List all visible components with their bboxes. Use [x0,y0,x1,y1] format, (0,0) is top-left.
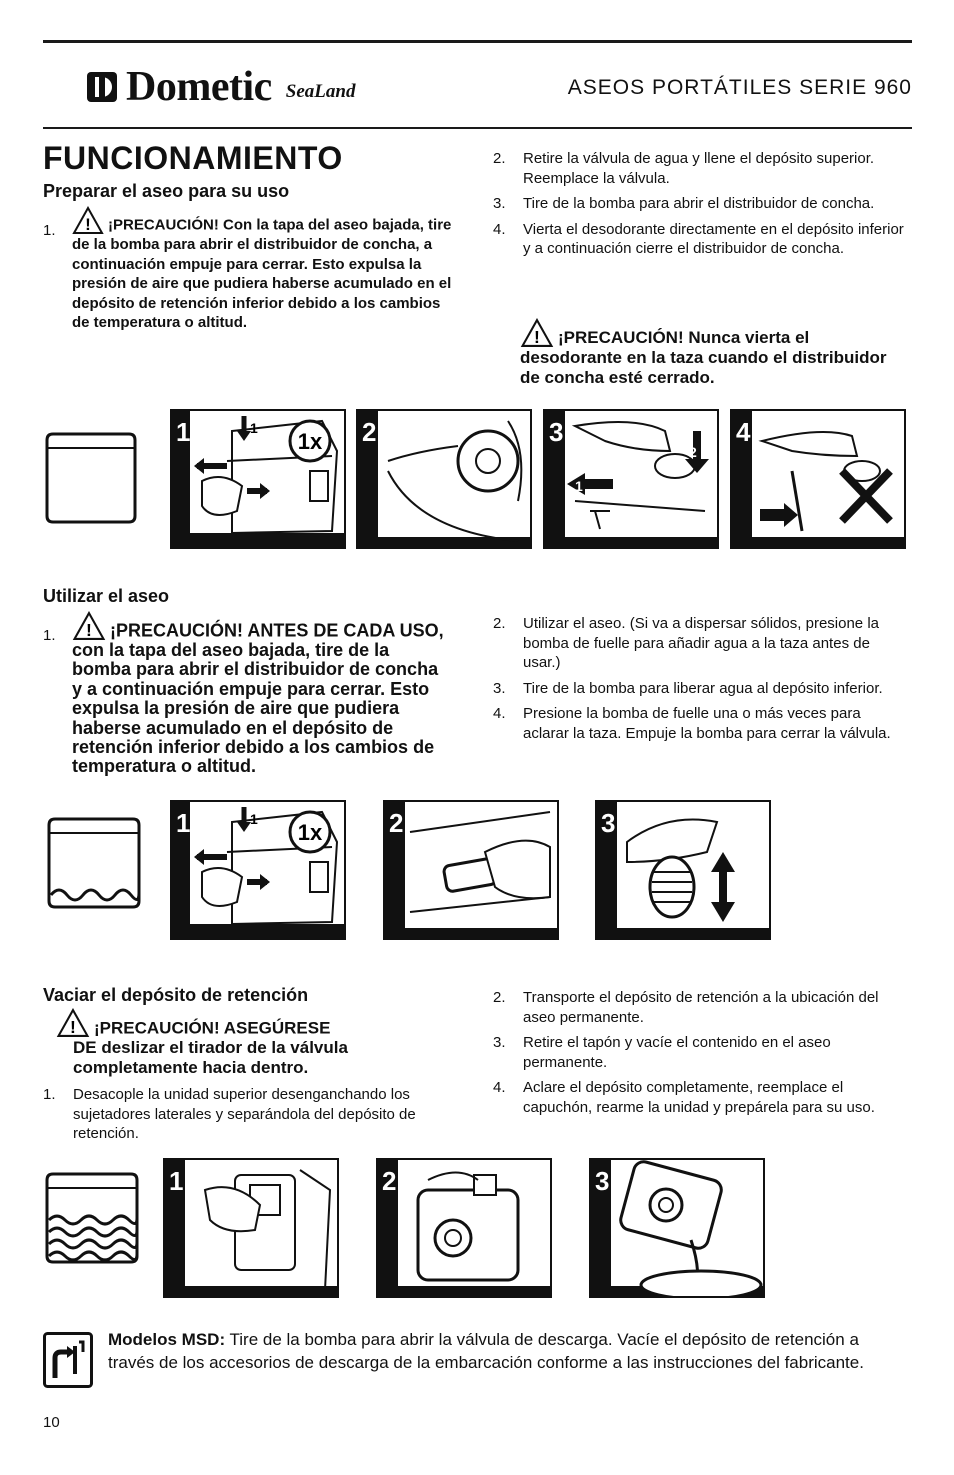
section-heading-use: Utilizar el aseo [43,586,170,606]
svg-text:!: ! [70,1016,76,1037]
caution-empty [56,1008,456,1077]
list-item: 3. Tire de la bomba para abrir el distribuidor de concha. [493,195,875,212]
illustration-panel [170,800,346,940]
section-heading-prepare: Preparar el aseo para su uso [43,181,290,201]
tank-full-icon [43,1172,141,1264]
panel-number: 3 [549,417,564,447]
panel-label: 1x [297,820,323,845]
list-item: 2. Utilizar el aseo. (Si va a dispersar sólidos, presione la bomba de fuelle para añadir agua a la taza antes de usar.) [493,615,879,671]
panel-number: 3 [601,808,616,838]
warning-triangle-icon [72,611,106,641]
brand-lockup [86,66,355,108]
caution-deodorant [520,318,900,388]
tank-low-icon [45,817,143,909]
caution-text: ¡PRECAUCIÓN! Nunca vierta el desodorante en la taza cuando el distribuidor de concha esté cerrado. [520,328,887,387]
section-heading-empty: Vaciar el depósito de retención [43,985,309,1005]
list-item: 4. Presione la bomba de fuelle una o más veces para aclarar la taza. Empuje la bomba para cerrar la válvula. [493,705,891,742]
panel-number: 2 [389,808,404,838]
caution-number: 1. [43,222,56,239]
list-item: 1. Desacople la unidad superior desenganchando los sujetadores laterales y separándola del depósito de retención. [43,1086,416,1142]
msd-pump-out-icon [43,1332,93,1388]
svg-text:1: 1 [250,420,258,436]
caution-prepare [43,206,458,333]
panel-number: 1 [169,1166,184,1196]
illustration-panel [543,409,719,549]
top-rule [43,40,912,43]
caution-text: ¡PRECAUCIÓN! Con la tapa del aseo bajada, tire de la bomba para abrir el distribuidor de concha, a continuación empuje para cerrar. Esto expulsa la presión de aire que pudiera haberse acumulado en el depósito de retención inferior debido a los cambios de temperatura o altitud. [72,216,452,331]
illustration-panel [595,800,771,940]
svg-text:!: ! [86,619,92,640]
list-item: 3. Tire de la bomba para liberar agua al depósito inferior. [493,679,883,697]
illustration-panel [376,1158,552,1298]
page-number: 10 [43,1414,60,1431]
illustration-panel [383,800,559,940]
illustration-panel [730,409,906,549]
msd-note-text: Tire de la bomba para abrir la válvula de descarga. Vacíe el depósito de retención a través de los accesorios de descarga de la embarcación conforme a las instrucciones del fabricante. [108,1330,864,1372]
panel-number: 1 [176,417,191,447]
svg-text:2: 2 [689,444,697,460]
illustration-panel [356,409,532,549]
caution-text-line2: DE deslizar el tirador de la válvula completamente hacia dentro. [73,1038,348,1077]
illustration-panel [170,409,346,549]
panel-number: 2 [382,1166,397,1196]
svg-text:1: 1 [250,811,258,827]
steps-empty-left [43,1085,463,1150]
list-item: 3. Retire el tapón y vacíe el contenido en el aseo permanente. [493,1034,831,1071]
list-item: 2. Transporte el depósito de retención a la ubicación del aseo permanente. [493,989,879,1026]
warning-triangle-icon [520,318,554,348]
page-title: FUNCIONAMIENTO [43,140,343,176]
dometic-logo-icon [86,71,118,103]
caution-text: ¡PRECAUCIÓN! ANTES DE CADA USO, con la tapa del aseo bajada, tire de la bomba para abrir el distribuidor de concha y a continuación empuje para cerrar. Esto expulsa la presión de aire que pudiera haberse acumulado en el depósito de retención inferior debido a los cambios de temperatura o altitud. [72,620,444,777]
list-item: 2. Retire la válvula de agua y llene el depósito superior. Reemplace la válvula. [493,150,875,187]
msd-note-label: Modelos MSD: [108,1330,226,1349]
caution-number: 1. [43,627,56,644]
panel-number: 3 [595,1166,610,1196]
msd-note [108,1329,868,1374]
list-item: 4. Aclare el depósito completamente, reemplace el capuchón, rearme la unidad y prepárela para su uso. [493,1079,875,1116]
svg-text:!: ! [534,326,540,347]
panel-number: 2 [362,417,377,447]
illustration-panel [163,1158,339,1298]
illustration-panel [589,1158,765,1298]
warning-triangle-icon [56,1008,90,1038]
caution-use [43,611,453,777]
panel-number: 1 [176,808,191,838]
sub-brand-name: SeaLand [285,81,356,102]
panel-number: 4 [736,417,751,447]
svg-text:!: ! [85,215,91,234]
panel-label: 1x [297,429,323,454]
header-rule [43,127,912,129]
warning-triangle-icon [72,206,104,235]
steps-use [493,614,908,749]
tank-empty-icon [43,432,139,524]
steps-prepare [493,149,908,265]
brand-name: Dometic [126,64,272,110]
caution-text-line1: ¡PRECAUCIÓN! ASEGÚRESE [94,1018,331,1038]
steps-empty-right [493,988,908,1123]
series-title: ASEOS PORTÁTILES SERIE 960 [567,76,912,99]
svg-text:1: 1 [575,478,583,494]
list-item: 4. Vierta el desodorante directamente en el depósito inferior y a continuación cierre el distribuidor de concha. [493,220,904,257]
